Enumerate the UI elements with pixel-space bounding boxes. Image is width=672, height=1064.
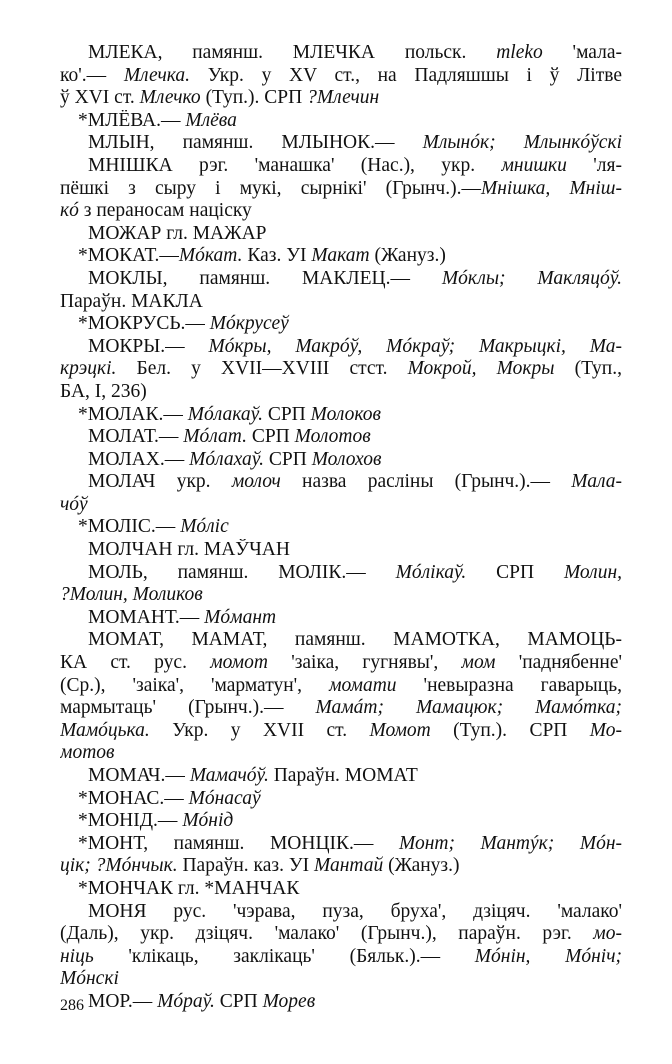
entry-line xyxy=(60,449,622,472)
entry-line xyxy=(60,720,622,743)
entry-line xyxy=(60,426,622,449)
dictionary-entries xyxy=(60,42,622,1014)
text-segment: КА ст. рус. xyxy=(60,652,211,674)
text-segment: мармытаць' (Грынч.).— xyxy=(60,697,316,719)
text-segment: *МОНЧАК гл. *МАНЧАК xyxy=(78,877,300,899)
italic-text: Млечка. xyxy=(123,64,191,86)
text-segment: МЛЫН, памянш. МЛЫНОК.— xyxy=(88,132,423,154)
italic-text: Мóмант xyxy=(204,606,277,628)
entry-line xyxy=(60,494,622,517)
text-segment: пёшкі з сыру і мукі, сырнікі' (Грынч.).— xyxy=(60,177,481,199)
italic-text: Мóклы; Макляцóў. xyxy=(441,267,622,289)
entry-line xyxy=(60,291,622,314)
text-segment: ко'.— xyxy=(60,64,124,86)
entry-line xyxy=(60,516,622,539)
italic-text: мотов xyxy=(60,742,115,764)
entry-line xyxy=(60,65,622,88)
text-segment: МОНЯ рус. 'чэрава, пуза, бруха', дзіцяч. 'малако' xyxy=(88,900,622,922)
text-segment: (Даль), укр. дзіцяч. 'малако' (Грынч.), параўн. рэг. xyxy=(60,923,594,945)
text-segment: ў XVI ст. xyxy=(60,87,140,109)
entry-line xyxy=(60,607,622,630)
entry-line xyxy=(60,155,622,178)
entry-line xyxy=(60,991,622,1014)
italic-text: Мóнскі xyxy=(60,968,119,990)
text-segment: СРП xyxy=(214,990,263,1012)
italic-text: Мнішка, Мніш- xyxy=(480,177,622,199)
italic-text: Мóлікаў. xyxy=(395,561,467,583)
text-segment: *МОЛАК.— xyxy=(78,403,188,425)
italic-text: Момот xyxy=(369,719,431,741)
entry-line xyxy=(60,42,622,65)
italic-text: мнишки xyxy=(501,154,567,176)
entry-line xyxy=(60,788,622,811)
italic-text: Мокрой, Мокры xyxy=(407,358,555,380)
text-segment: 'клікаць, заклікаць' (Бяльк.).— xyxy=(93,945,475,967)
italic-text: Мóлакаў. xyxy=(187,403,263,425)
entry-line xyxy=(60,855,622,878)
text-segment: 'мала- xyxy=(542,42,622,63)
italic-text: Мóнід xyxy=(182,810,234,832)
text-segment: *МОНАС.— xyxy=(78,787,189,809)
text-segment: СРП xyxy=(466,561,564,583)
italic-text: чóў xyxy=(60,493,88,515)
text-segment: (Жануз.) xyxy=(369,245,446,267)
italic-text: Мóкрусеў xyxy=(209,313,289,335)
italic-text: мом xyxy=(461,652,496,674)
entry-line xyxy=(60,178,622,201)
entry-line xyxy=(60,268,622,291)
entry-line xyxy=(60,336,622,359)
entry-line xyxy=(60,358,622,381)
text-segment: МОР.— xyxy=(88,990,158,1012)
entry-line xyxy=(60,652,622,675)
italic-text: ?Молин, Моликов xyxy=(60,584,203,606)
text-segment: СРП xyxy=(262,403,311,425)
text-segment: Бел. у XVII—XVIII стст. xyxy=(116,358,408,380)
italic-text: молоч xyxy=(231,471,281,493)
italic-text: Макат xyxy=(311,245,370,267)
italic-text: Мóраў. xyxy=(157,990,215,1012)
italic-text: Мамачóў. xyxy=(189,765,269,786)
text-segment: Каз. УІ xyxy=(242,245,312,267)
entry-line xyxy=(60,87,622,110)
text-segment: МОЛЬ, памянш. МОЛІК.— xyxy=(88,561,396,583)
italic-text: Мамáт; Мамацюк; Мамóтка; xyxy=(315,697,622,719)
text-segment: МОКРЫ.— xyxy=(88,335,209,357)
italic-text: кó xyxy=(60,200,79,222)
text-segment: МОМАТ, МАМАТ, памянш. МАМОТКА, МАМОЦЬ- xyxy=(88,629,622,651)
text-segment: Укр. у XVII ст. xyxy=(149,719,370,741)
entry-line xyxy=(60,833,622,856)
text-segment: МОЛЧАН гл. МАЎЧАН xyxy=(88,539,290,561)
entry-line xyxy=(60,878,622,901)
text-segment: (Туп.). СРП xyxy=(430,719,590,741)
italic-text: Морев xyxy=(262,990,316,1012)
entry-line xyxy=(60,675,622,698)
text-segment: *МЛЁВА.— xyxy=(78,109,186,131)
text-segment: (Жануз.) xyxy=(383,855,460,877)
italic-text: Мантай xyxy=(314,855,384,877)
text-segment: 'паднябенне' xyxy=(495,652,622,674)
entry-line xyxy=(60,968,622,991)
italic-text: Молоков xyxy=(310,403,381,425)
italic-text: мо- xyxy=(593,923,622,945)
text-segment: МОМАЧ.— xyxy=(88,765,190,786)
text-segment: назва расліны (Грынч.).— xyxy=(280,471,572,493)
italic-text: момот xyxy=(210,652,268,674)
entry-line xyxy=(60,132,622,155)
italic-text: Мóнасаў xyxy=(188,787,261,809)
text-segment: Укр. у XV ст., на Падляшшы і ў Літве xyxy=(190,64,622,86)
entry-line xyxy=(60,245,622,268)
entry-line xyxy=(60,697,622,720)
text-segment: МОКЛЫ, памянш. МАКЛЕЦ.— xyxy=(88,267,442,289)
italic-text: Мóлахаў. xyxy=(189,448,265,470)
entry-line xyxy=(60,629,622,652)
text-segment: СРП xyxy=(246,426,295,448)
text-segment: 'ля- xyxy=(566,154,622,176)
italic-text: Мóліс xyxy=(180,516,229,538)
text-segment: Параўн. каз. УІ xyxy=(177,855,315,877)
text-segment: (Туп., xyxy=(554,358,622,380)
text-segment: МОЛАХ.— xyxy=(88,448,190,470)
entry-line xyxy=(60,742,622,765)
text-segment: Параўн. МАКЛА xyxy=(60,290,203,312)
italic-text: Мóкры, Макрóў, Мóкраў; Макрыцкі, Ма- xyxy=(208,335,622,357)
italic-text: крэцкі. xyxy=(60,358,117,380)
entry-line xyxy=(60,539,622,562)
entry-line xyxy=(60,584,622,607)
text-segment: МОЛАЧ укр. xyxy=(88,471,232,493)
text-segment: МОЖАР гл. МАЖАР xyxy=(88,222,267,244)
italic-text: Молин, xyxy=(563,561,622,583)
text-segment: (Туп.). СРП xyxy=(200,87,308,109)
entry-line xyxy=(60,765,622,788)
entry-line xyxy=(60,200,622,223)
italic-text: Молотов xyxy=(294,426,371,448)
text-segment: (Ср.), 'заіка', 'марматун', xyxy=(60,674,330,696)
italic-text: цік; ?Мóнчык. xyxy=(60,855,178,877)
entry-line xyxy=(60,404,622,427)
italic-text: Млёва xyxy=(185,109,237,131)
text-segment: МОЛАТ.— xyxy=(88,426,184,448)
entry-line xyxy=(60,946,622,969)
italic-text: ?Млечин xyxy=(307,87,380,109)
italic-text: Млынóк; Млынкóўскі xyxy=(422,132,622,154)
text-segment: *МОКАТ.— xyxy=(78,245,179,267)
text-segment: 'заіка, гугнявы', xyxy=(267,652,462,674)
text-segment: БА, I, 236) xyxy=(60,380,147,402)
text-segment: *МОЛІС.— xyxy=(78,516,181,538)
entry-line xyxy=(60,110,622,133)
text-segment: Параўн. МОМАТ xyxy=(268,765,418,786)
text-segment: *МОНІД.— xyxy=(78,810,183,832)
entry-line xyxy=(60,923,622,946)
page-number: 286 xyxy=(60,997,84,1014)
italic-text: Мо- xyxy=(589,719,622,741)
italic-text: Мóнін, Мóніч; xyxy=(474,945,622,967)
entry-line xyxy=(60,381,622,404)
italic-text: Мóкат. xyxy=(178,245,243,267)
italic-text: Мамóцька. xyxy=(60,719,150,741)
text-segment: *МОКРУСЬ.— xyxy=(78,313,210,335)
text-segment: *МОНТ, памянш. МОНЦІК.— xyxy=(78,832,399,854)
entry-line xyxy=(60,810,622,833)
text-segment: МЛЕКА, памянш. МЛЕЧКА польск. xyxy=(88,42,497,63)
italic-text: Млечко xyxy=(139,87,201,109)
text-segment: МОМАНТ.— xyxy=(88,606,205,628)
text-segment: з пераносам націску xyxy=(78,200,252,222)
italic-text: Монт; Мантýк; Мóн- xyxy=(398,832,622,854)
text-segment: МНІШКА рэг. 'манашка' (Нас.), укр. xyxy=(88,154,502,176)
italic-text: Молохов xyxy=(311,448,382,470)
italic-text: ніць xyxy=(60,945,94,967)
text-segment: СРП xyxy=(264,448,312,470)
entry-line xyxy=(60,471,622,494)
italic-text: Мала- xyxy=(571,471,622,493)
entry-line xyxy=(60,901,622,924)
entry-line xyxy=(60,313,622,336)
italic-text: Мóлат. xyxy=(183,426,247,448)
italic-text: mleko xyxy=(496,42,543,63)
entry-line xyxy=(60,223,622,246)
entry-line xyxy=(60,562,622,585)
text-segment: 'невыразна гаварыць, xyxy=(396,674,622,696)
italic-text: момати xyxy=(329,674,397,696)
